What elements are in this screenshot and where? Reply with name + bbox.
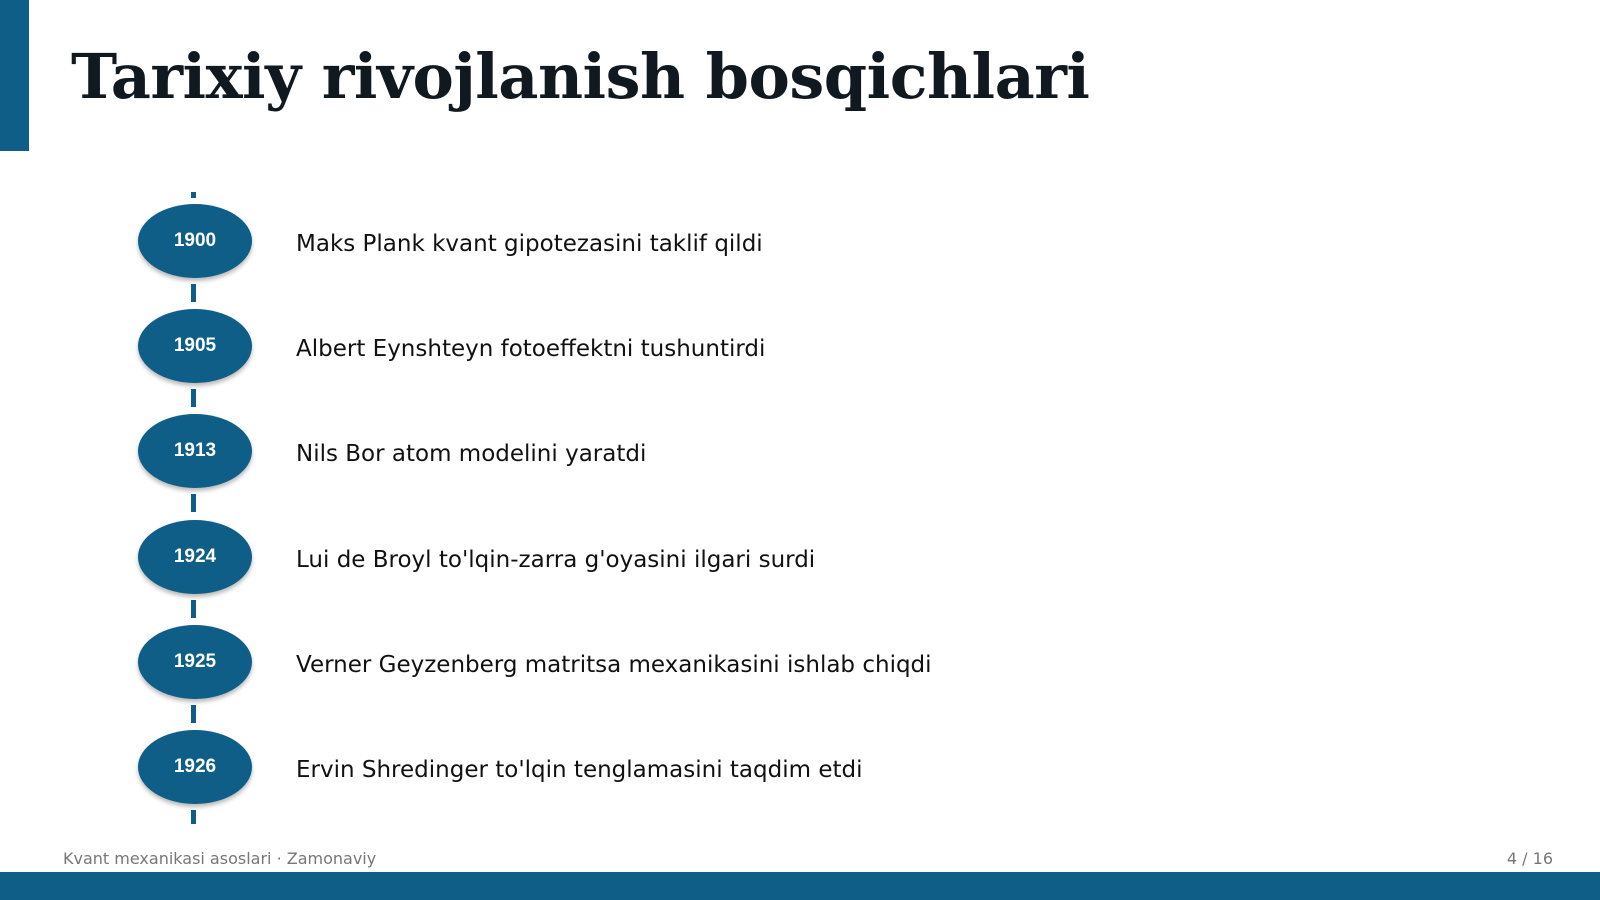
timeline-connector [191,810,196,824]
footer-course-title: Kvant mexanikasi asoslari [63,849,272,868]
footer-bar [0,872,1600,900]
year-badge: 1926 [138,730,252,804]
slide-title: Tarixiy rivojlanish bosqichlari [71,40,1090,113]
timeline-event-text: Lui de Broyl to'lqin-zarra g'oyasini ilgari surdi [296,547,816,573]
timeline-event-text: Verner Geyzenberg matritsa mexanikasini ishlab chiqdi [296,652,932,678]
timeline-connector [191,192,196,198]
timeline-connector [191,494,196,512]
year-badge: 1905 [138,309,252,383]
timeline-connector [191,600,196,618]
timeline-event-text: Nils Bor atom modelini yaratdi [296,441,647,467]
footer-course-info [63,849,376,868]
timeline-connector [191,389,196,407]
year-badge: 1900 [138,204,252,278]
timeline-event-text: Albert Eynshteyn fotoeffektni tushuntirdi [296,336,766,362]
year-badge: 1925 [138,625,252,699]
year-badge: 1924 [138,520,252,594]
timeline-event-text: Ervin Shredinger to'lqin tenglamasini taqdim etdi [296,757,863,783]
page-number: 4 / 16 [1506,849,1553,868]
timeline-connector [191,284,196,302]
footer-theme: Zamonaviy [286,849,377,868]
year-badge: 1913 [138,414,252,488]
timeline-connector [191,705,196,723]
timeline-event-text: Maks Plank kvant gipotezasini taklif qildi [296,231,763,257]
footer-separator: · [276,849,282,868]
